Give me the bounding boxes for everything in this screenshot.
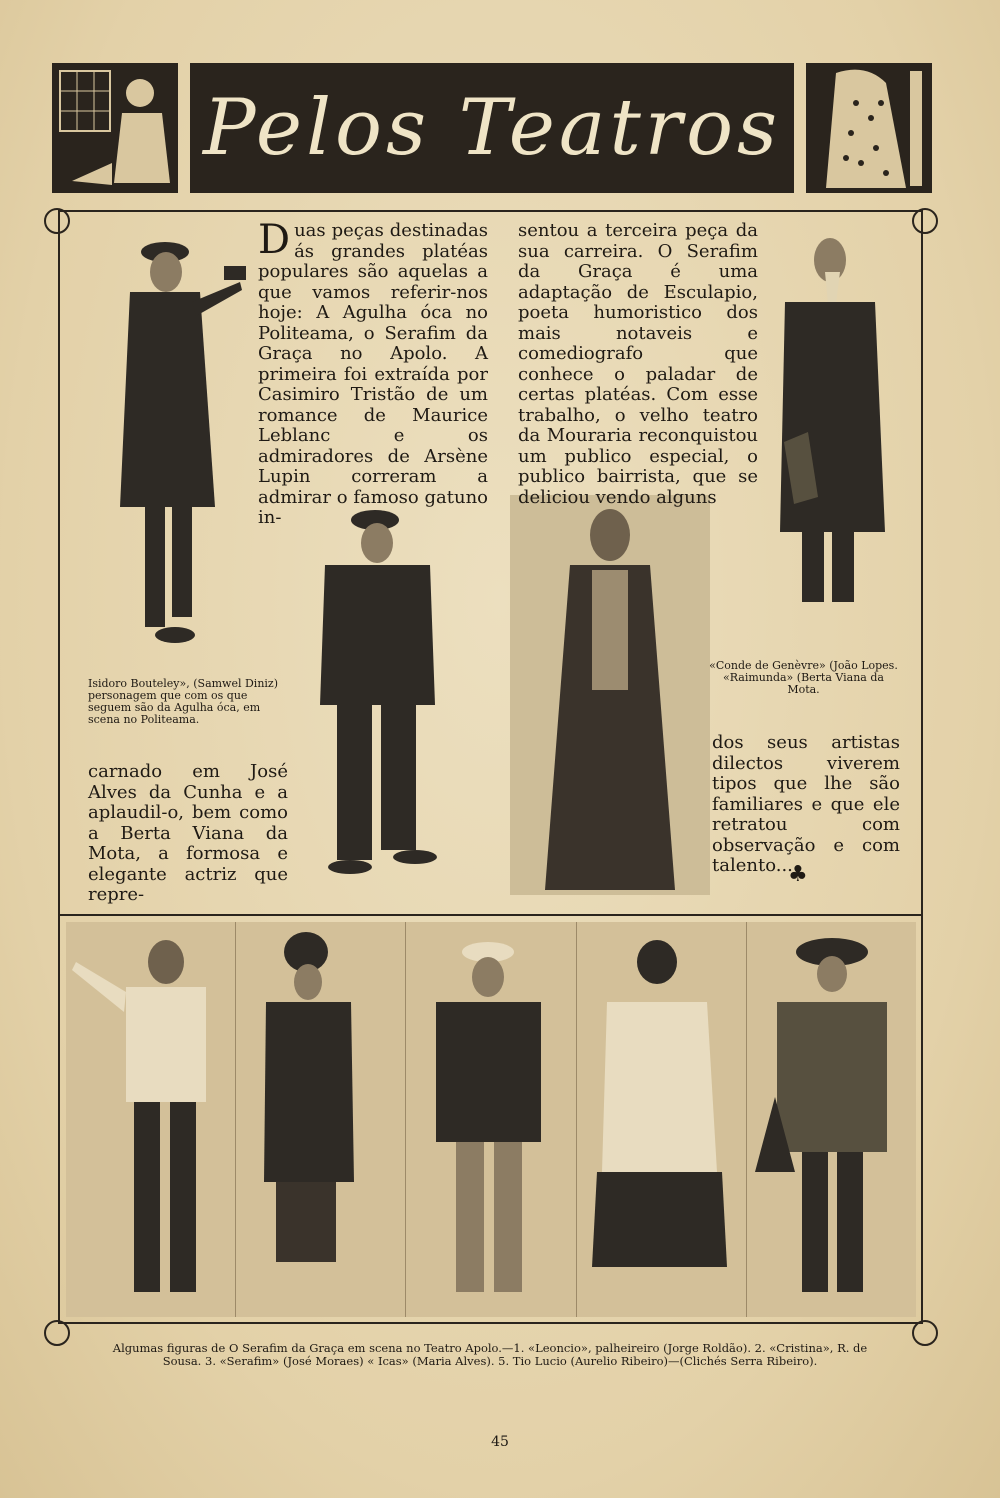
photo-serafim [406, 922, 576, 1317]
photo-cristina [236, 922, 406, 1317]
corner-ornament-icon [44, 208, 70, 234]
photo-tio-lucio [747, 922, 916, 1317]
photo-leoncio [66, 922, 236, 1317]
club-ornament-icon: ♣ [788, 862, 808, 887]
article-column-2 [518, 221, 758, 508]
page-title: Pelos Teatros [202, 83, 782, 173]
article-column-1-continued [88, 762, 288, 906]
photo-berta-viana-da-mota [510, 495, 710, 895]
caption-right: «Conde de Genèvre» (João Lopes. «Raimunda» (Berta Viana da Mota. [709, 659, 898, 696]
drop-cap: D [258, 217, 291, 263]
photo-isidoro-bouteley [100, 232, 250, 657]
article-paragraph: uas peças destinadas ás grandes platéas populares são aquelas a que vamos referir-nos hoje: A Agulha óca no Politeama, o Serafim da Graça no Apolo. A primeira foi extraída por Casimiro Tristão de um romance de Maurice Leblanc e os admiradores de Arsène Lupin correram a admirar o famoso gatuno in- [258, 220, 488, 528]
header-title-box [190, 63, 794, 193]
header-left-illustration [52, 63, 178, 193]
photo-man-in-suit [305, 505, 450, 880]
corner-ornament-icon [912, 1320, 938, 1346]
woman-figure-illustration [52, 63, 178, 193]
corner-ornament-icon [44, 1320, 70, 1346]
caption-left: Isidoro Bouteley», (Samwel Diniz) personagem que com os que seguem são da Agulha óca, em scena no Politeama. [88, 677, 279, 726]
cloaked-figure-illustration [806, 63, 932, 193]
photo-strip [66, 922, 916, 1317]
header-right-illustration [806, 63, 932, 193]
article-paragraph: sentou a terceira peça da sua carreira. O Serafim da Graça é uma adaptação de Esculapio, poeta humoristico dos mais notaveis e comediografo que conhece o paladar de certas platéas. Com esse trabalho, o velho teatro da Mouraria reconquistou um publico especial, o publico bairrista, que se deliciou vendo alguns [518, 220, 758, 508]
photo-conde-de-genevre [770, 232, 895, 617]
article-paragraph: carnado em José Alves da Cunha e a aplaudil-o, bem como a Berta Viana da Mota, a formosa e elegante actriz que repre- [88, 761, 288, 905]
corner-ornament-icon [912, 208, 938, 234]
page-number: 45 [491, 1434, 509, 1450]
article-paragraph: dos seus artistas dilectos viverem tipos que lhe são familiares e que ele retratou com observação e com talento... [712, 732, 900, 876]
photo-icas [577, 922, 747, 1317]
article-column-2-continued [712, 733, 900, 877]
bottom-caption: Algumas figuras de O Serafim da Graça em scena no Teatro Apolo.—1. «Leoncio», palheireiro (Jorge Roldão). 2. «Cristina», R. de Sousa. 3. «Serafim» (José Moraes) « Icas» (Maria Alves). 5. Tio Lucio (Aurelio Ribeiro)—(Clichés Serra Ribeiro). [112, 1341, 868, 1368]
article-column-1 [258, 217, 488, 529]
